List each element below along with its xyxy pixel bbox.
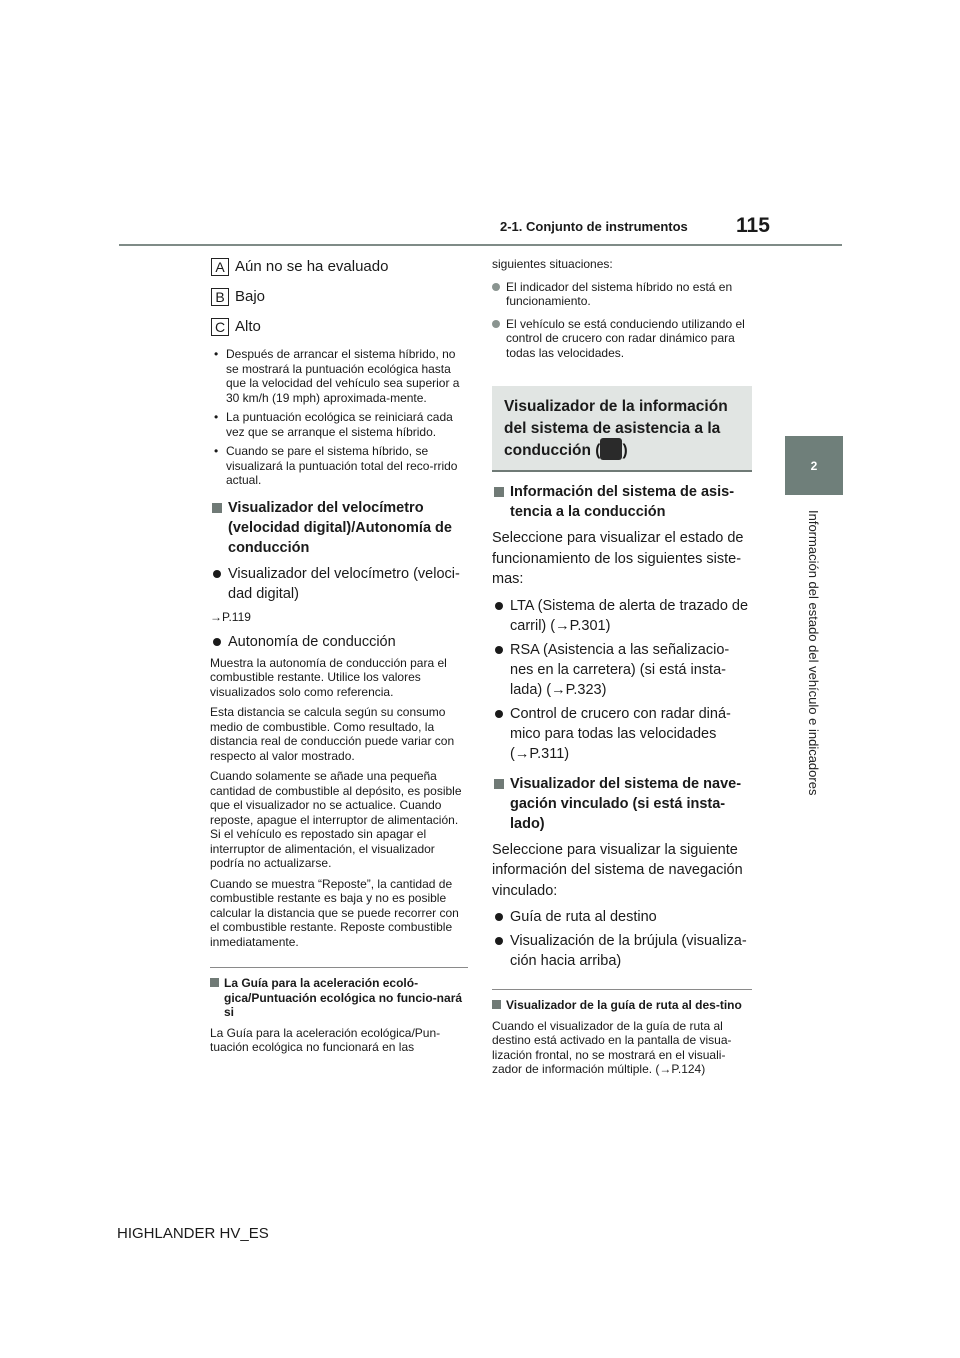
paragraph: siguientes situaciones: xyxy=(492,257,613,271)
right-column xyxy=(492,257,752,1083)
legend-letter: B xyxy=(211,288,229,306)
note-divider xyxy=(210,967,468,968)
subsection-heading: Visualizador del velocímetro (velocidad digital)/Autonomía de conducción xyxy=(210,498,468,558)
bullet-item: • Después de arrancar el sistema híbrido, no se mostrará la puntuación ecológica hasta que la velocidad del vehículo sea superior a 30 km/h (19 mph) aproximada-mente. xyxy=(210,347,468,405)
legend-item xyxy=(210,287,468,306)
square-bullet-icon xyxy=(212,503,222,513)
legend-text: Bajo xyxy=(235,288,266,305)
legend-letter: C xyxy=(211,318,229,336)
section-title-line: Visualizador de la información xyxy=(504,398,728,415)
square-bullet-icon xyxy=(492,1000,501,1009)
navigation-item: Guía de ruta al destino xyxy=(492,907,752,927)
paragraph: Cuando solamente se añade una pequeña cantidad de combustible al depósito, es posible que el visualizador no se actualice. Cuando reposte, apague el interruptor de alimentación. Si el vehículo es repostado sin apagar el interruptor de alimentación, el visualizador podría no actualizarse. xyxy=(210,769,462,870)
note-text: La Guía para la aceleración ecológica/Pun-tuación ecológica no funcionará en las xyxy=(210,1025,441,1054)
system-item: LTA (Sistema de alerta de trazado de carril) (→P.301) xyxy=(492,596,752,636)
paragraph: Seleccione para visualizar la siguiente información del sistema de navegación vinculado: xyxy=(492,841,743,899)
note-heading: Visualizador de la guía de ruta al des-tino xyxy=(492,998,752,1013)
range-item: Autonomía de conducción xyxy=(210,632,468,652)
section-title-line: del sistema de asistencia a la xyxy=(504,420,721,437)
section-header-box xyxy=(492,386,752,472)
section-title: 2-1. Conjunto de instrumentos xyxy=(500,219,688,234)
note-text: Cuando el visualizador de la guía de ruta al destino está activado en la pantalla de visua-lización frontal, no se mostrará en el visuali-zador de información múltiple. (→P.124) xyxy=(492,1018,732,1076)
section-title-line: conducción ( ) xyxy=(504,440,742,462)
speedometer-item: Visualizador del velocímetro (veloci-dad digital) xyxy=(210,564,468,604)
page-number: 115 xyxy=(736,214,770,237)
system-item: RSA (Asistencia a las señalizacio-nes en la carretera) (si está insta-lada) (→P.323) xyxy=(492,640,752,700)
square-bullet-icon xyxy=(210,978,219,987)
square-bullet-icon xyxy=(494,779,504,789)
chapter-label: Información del estado del vehículo e indicadores xyxy=(806,510,821,796)
note-heading: La Guía para la aceleración ecoló-gica/Puntuación ecológica no funcio-nará si xyxy=(210,976,468,1020)
bullet-list xyxy=(210,347,468,488)
footer-model: HIGHLANDER HV_ES xyxy=(117,1225,269,1242)
note-divider xyxy=(492,989,752,990)
subsection-heading: Información del sistema de asis-tencia a la conducción xyxy=(492,482,752,522)
legend-letter: A xyxy=(211,258,229,276)
paragraph: Seleccione para visualizar el estado de funcionamiento de los siguientes siste-mas: xyxy=(492,530,744,587)
page-reference-link[interactable]: →P.119 xyxy=(210,609,251,624)
legend-text: Aún no se ha evaluado xyxy=(235,258,389,275)
situation-item: El vehículo se está conduciendo utilizando el control de crucero con radar dinámico para todas las velocidades. xyxy=(492,317,752,361)
chapter-tab: 2 xyxy=(785,436,843,495)
situation-item: El indicador del sistema híbrido no está en funcionamiento. xyxy=(492,280,752,309)
square-bullet-icon xyxy=(494,487,504,497)
system-item: Control de crucero con radar diná-mico para todas las velocidades (→P.311) xyxy=(492,704,752,764)
legend-text: Alto xyxy=(235,318,261,335)
paragraph: Cuando se muestra “Reposte”, la cantidad de combustible restante es baja y no es posible calcular la distancia que se puede recorrer con el combustible restante. Reposte combustible inmediatamente. xyxy=(210,876,459,949)
bullet-item: • Cuando se pare el sistema híbrido, se visualizará la puntuación total del reco-rrido actual. xyxy=(210,444,468,488)
legend-item xyxy=(210,257,468,276)
navigation-item: Visualización de la brújula (visualiza-ción hacia arriba) xyxy=(492,931,752,971)
paragraph: Muestra la autonomía de conducción para el combustible restante. Utilice los valores visualizados solo como referencia. xyxy=(210,655,447,699)
legend-item xyxy=(210,317,468,336)
subsection-heading: Visualizador del sistema de nave-gación vinculado (si está insta-lado) xyxy=(492,774,752,834)
header-rule xyxy=(119,244,842,246)
bullet-item: • La puntuación ecológica se reiniciará cada vez que se arranque el sistema híbrido. xyxy=(210,410,468,439)
left-column xyxy=(210,257,468,1061)
driving-assist-icon xyxy=(600,438,622,460)
paragraph: Esta distancia se calcula según su consumo medio de combustible. Como resultado, la distancia real de conducción puede variar con respecto al valor mostrado. xyxy=(210,705,455,763)
